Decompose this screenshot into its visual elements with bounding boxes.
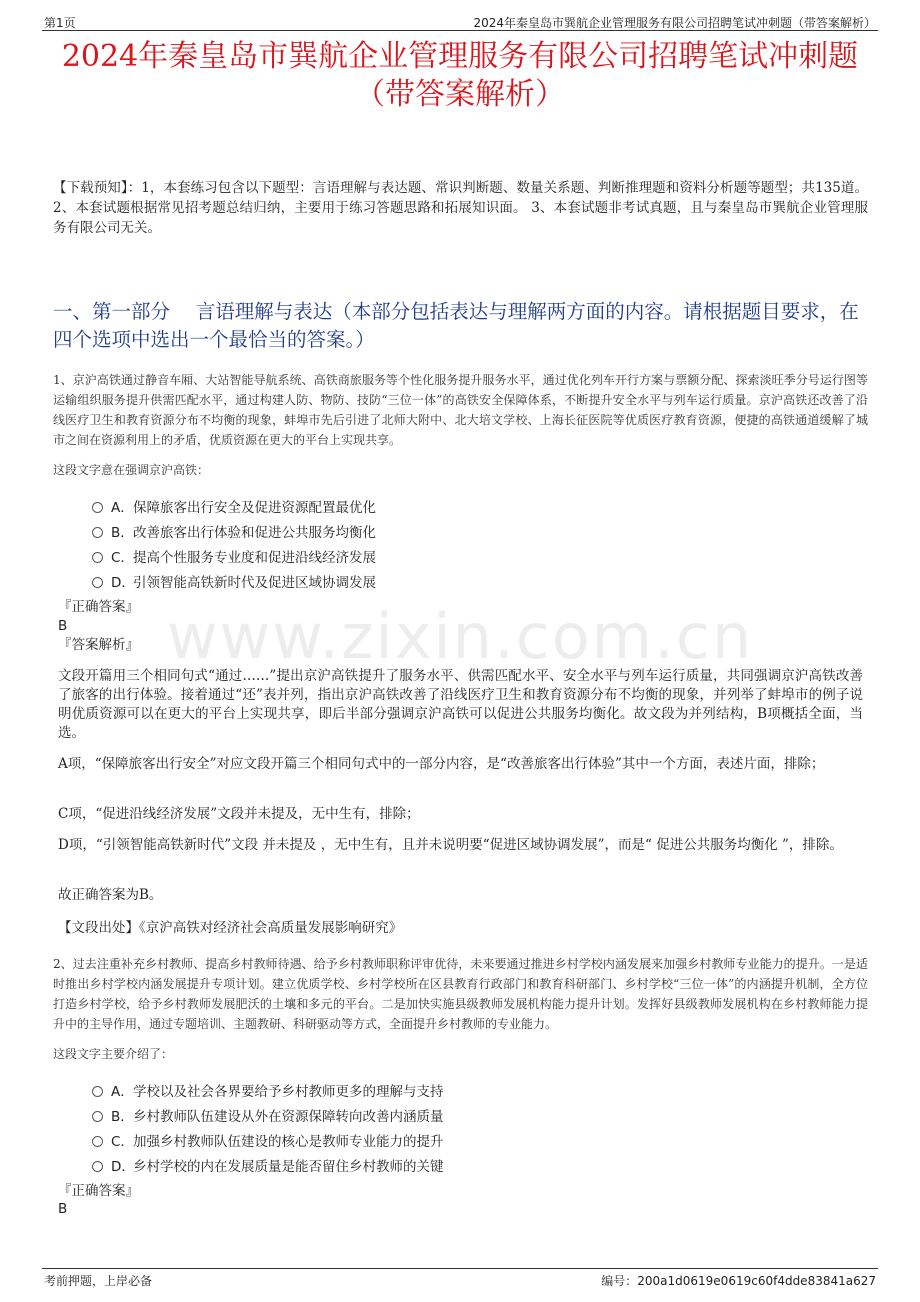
option-c[interactable] [92, 543, 592, 568]
answer-label: 『正确答案』 [58, 599, 139, 615]
header-doc-title: 2024年秦皇岛市巽航企业管理服务有限公司招聘笔试冲刺题（带答案解析） [473, 16, 876, 30]
radio-icon[interactable] [92, 552, 103, 563]
document-title [40, 38, 880, 114]
analysis-option-d: D项，“引领智能高铁新时代”文段 并未提及 ，无中生有，且并未说明要“促进区域协调发展”，而是“ 促进公共服务均衡化 ”，排除。 [58, 837, 843, 853]
option-a[interactable] [92, 493, 592, 518]
option-letter: B． [111, 1108, 134, 1125]
option-d[interactable] [92, 1152, 592, 1177]
answer-value: B [58, 618, 68, 634]
option-text: 提高个性服务专业度和促进沿线经济发展 [133, 549, 376, 566]
page-header [42, 12, 878, 31]
footer-slogan: 考前押题，上岸必备 [44, 1274, 153, 1288]
option-text: 保障旅客出行安全及促进资源配置最优化 [133, 499, 376, 516]
option-b[interactable] [92, 1102, 592, 1127]
option-letter: B． [111, 524, 134, 541]
document-id: 编号：200a1d0619e0619c60f4dde83841a627 [601, 1274, 876, 1288]
download-notice: 【下载预知】：1，本套练习包含以下题型：言语理解与表达题、常识判断题、数量关系题、判断推理题和资料分析题等题型；共135道。 2、本套试题根据常见招考题总结归纳，主要用于练习答题思路和拓展知识面。 3、本套试题非考试真题，且与秦皇岛市巽航企业管理服务有限公司无关。 [53, 180, 868, 236]
option-c[interactable] [92, 1127, 592, 1152]
option-letter: C． [111, 549, 134, 566]
page-footer [42, 1268, 878, 1288]
analysis-option-a: A项，“保障旅客出行安全”对应文段开篇三个相同句式中的一部分内容，是“改善旅客出行体验”其中一个方面，表述片面，排除； [58, 756, 825, 772]
option-letter: A． [111, 499, 134, 516]
option-letter: C． [111, 1133, 134, 1150]
title-line-1: 2024年秦皇岛市巽航企业管理服务有限公司招聘笔试冲刺题 [61, 39, 859, 74]
question-2-prompt: 这段文字主要介绍了： [53, 1047, 174, 1061]
option-letter: A． [111, 1083, 134, 1100]
question-1-prompt: 这段文字意在强调京沪高铁： [53, 463, 210, 477]
title-line-2: （带答案解析） [355, 77, 565, 112]
radio-icon[interactable] [92, 1136, 103, 1147]
watermark: www.zixin.com.cn [166, 600, 754, 673]
option-text: 加强乡村教师队伍建设的核心是教师专业能力的提升 [133, 1133, 444, 1150]
question-1-options [92, 493, 592, 593]
section-heading: 一、第一部分 言语理解与表达（本部分包括表达与理解两方面的内容。请根据题目要求，在四个选项中选出一个最恰当的答案。） [53, 300, 859, 351]
option-text: 乡村教师队伍建设从外在资源保障转向改善内涵质量 [133, 1108, 444, 1125]
question-1-text: 1、京沪高铁通过静音车厢、大站智能导航系统、高铁商旅服务等个性化服务提升服务水平，通过优化列车开行方案与票额分配、探索淡旺季分号运行图等运输组织服务提升供需匹配水平，通过构建人防、物防、技防“三位一体”的高铁安全保障体系，不断提升安全水平与列车运行质量。京沪高铁还改善了沿线医疗卫生和教育资源分布不均衡的现象，蚌埠市先后引进了北师大附中、北大培文学校、上海长征医院等优质医疗教育资源，便捷的高铁通道缓解了城市之间在资源利用上的矛盾，优质资源在更大的平台上实现共享。 [53, 373, 868, 447]
answer-label: 『正确答案』 [58, 1183, 139, 1199]
radio-icon[interactable] [92, 502, 103, 513]
option-letter: D． [111, 574, 135, 591]
analysis-option-c: C项，“促进沿线经济发展”文段并未提及，无中生有，排除； [58, 806, 420, 822]
question-2-text: 2、过去注重补充乡村教师、提高乡村教师待遇、给予乡村教师职称评审优待，未来要通过推进乡村学校内涵发展来加强乡村教师专业能力的提升。一是适时推出乡村学校内涵发展提升专项计划。建立优质学校、乡村学校所在区县教育行政部门和教育科研部门、乡村学校“三位一体”的内涵提升机制，全方位打造乡村学校，给予乡村教师发展肥沃的土壤和多元的平台。二是加快实施县级教师发展机构能力提升计划。发挥好县级教师发展机构在乡村教师能力提升中的主导作用，通过专题培训、主题教研、科研驱动等方式，全面提升乡村教师的专业能力。 [53, 957, 868, 1031]
question-2-options [92, 1077, 592, 1177]
answer-value: B [58, 1201, 68, 1217]
option-text: 乡村学校的内在发展质量是能否留住乡村教师的关键 [133, 1158, 444, 1175]
analysis-conclusion: 故正确答案为B。 [58, 887, 163, 903]
option-letter: D． [111, 1158, 135, 1175]
radio-icon[interactable] [92, 1161, 103, 1172]
radio-icon[interactable] [92, 1086, 103, 1097]
option-d[interactable] [92, 568, 592, 593]
option-text: 改善旅客出行体验和促进公共服务均衡化 [133, 524, 376, 541]
analysis-paragraph: 文段开篇用三个相同句式“通过……”提出京沪高铁提升了服务水平、供需匹配水平、安全水平与列车运行质量，共同强调京沪高铁改善了旅客的出行体验。接着通过“还”表并列，指出京沪高铁改善了沿线医疗卫生和教育资源分布不均衡的现象，并列举了蚌埠市的例子说明优质资源可以在更大的平台上实现共享，即后半部分强调京沪高铁可以促进公共服务均衡化。故文段为并列结构，B项概括全面，当选。 [58, 668, 863, 741]
analysis-label: 『答案解析』 [58, 637, 139, 653]
option-text: 学校以及社会各界要给予乡村教师更多的理解与支持 [133, 1083, 444, 1100]
option-a[interactable] [92, 1077, 592, 1102]
radio-icon[interactable] [92, 577, 103, 588]
option-b[interactable] [92, 518, 592, 543]
radio-icon[interactable] [92, 1111, 103, 1122]
passage-source: 【文段出处】《京沪高铁对经济社会高质量发展影响研究》 [58, 920, 403, 936]
page-number: 第1页 [44, 16, 76, 30]
option-text: 引领智能高铁新时代及促进区域协调发展 [133, 574, 376, 591]
radio-icon[interactable] [92, 527, 103, 538]
